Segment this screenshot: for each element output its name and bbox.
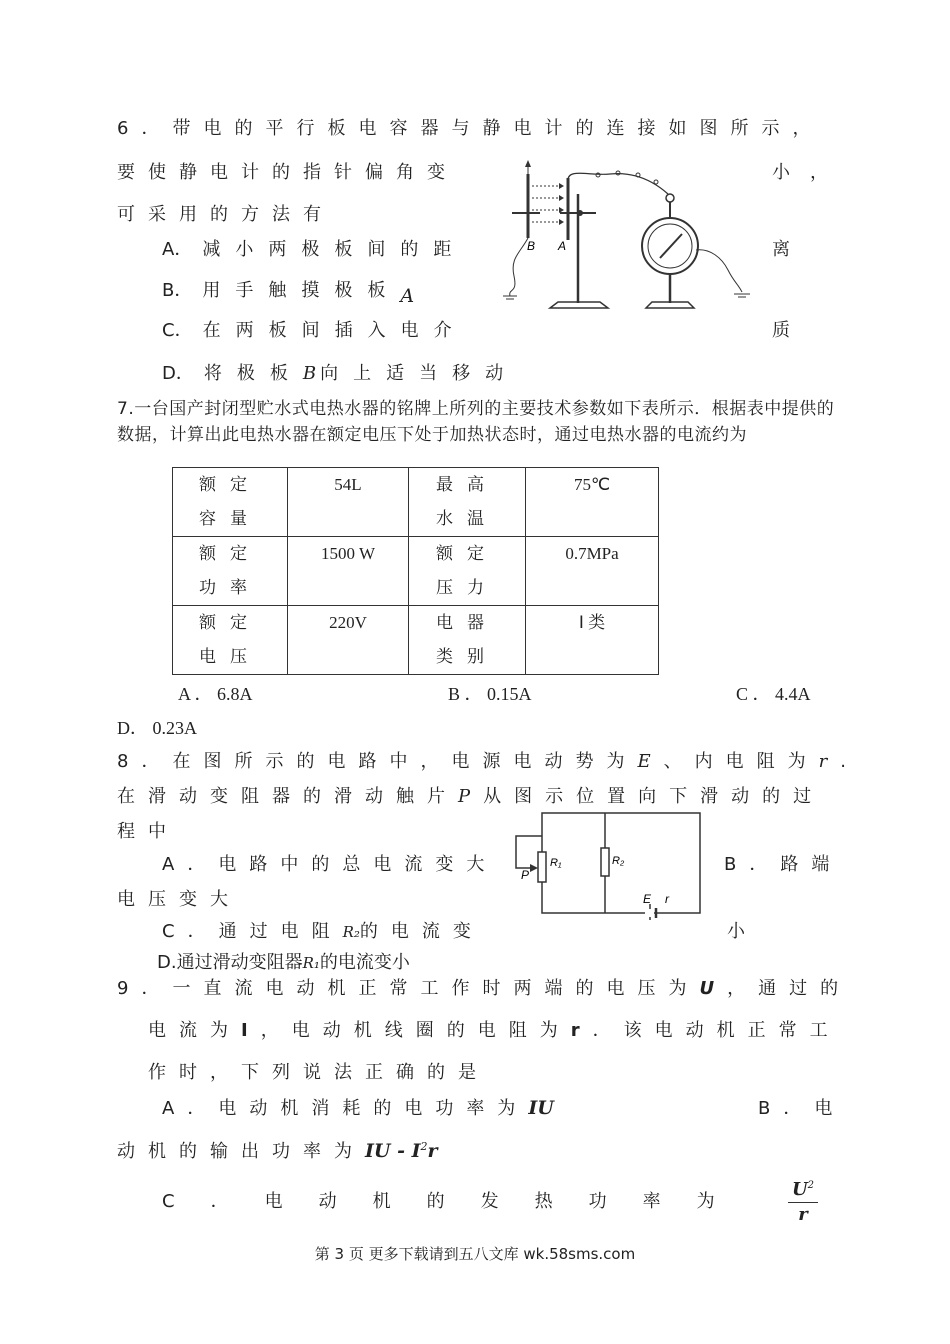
q6-option-a-end: 离 (772, 239, 790, 260)
table-row: 额定 电压 220V 电器 类别 Ⅰ 类 (173, 606, 659, 675)
q6-option-d: D． 将极板B 向上适当移动 (162, 363, 519, 384)
r2-resistor (601, 848, 609, 876)
q8-option-a: A．电路中的总电流变大 (162, 854, 498, 875)
q8-option-b-cont: 电压变大 (117, 889, 241, 910)
spec-table (172, 467, 659, 675)
q8-option-b: B．路端 (724, 854, 843, 875)
q6-option-c-end: 质 (772, 320, 790, 341)
q7-option-c: C ． 4.4A (736, 684, 811, 704)
label-r1: R₁ (550, 857, 562, 869)
q9-option-c: C．电动机的发热功率为 (162, 1191, 751, 1212)
q9-line3: 作时，下列说法正确的是 (148, 1062, 489, 1083)
q7-option-d: D． 0.23A (117, 718, 197, 738)
q8-option-c: C．通过电阻R₂的电流变 (162, 921, 484, 942)
q9-option-b-cont: 动机的输出功率为IU - $I^2r$ (117, 1140, 438, 1162)
page-footer: 第 3 页 更多下载请到五八文库 wk.58sms.com (314, 1245, 636, 1263)
q9-option-c-fraction: $U^2$ r (786, 1176, 820, 1225)
q9-line2: 电流为I，电动机线圈的电阻为r．该电动机正常工 (148, 1020, 841, 1041)
table-row: 额定 功率 1500 W 额定 压力 0.7MPa (173, 537, 659, 606)
label-a: A (558, 239, 567, 253)
q8-line3: 程中 (117, 821, 179, 842)
q6-option-b: B． 用手触摸极板A (162, 280, 415, 307)
label-b: B (527, 239, 536, 253)
q9-line1: 9．一直流电动机正常工作时两端的电压为U，通过的 (117, 978, 852, 999)
capacitor-electrometer-figure (500, 158, 760, 318)
q9-option-a: A．电动机消耗的电功率为IU (162, 1097, 554, 1119)
q8-option-c-end: 小 (727, 921, 745, 942)
circuit-figure (510, 808, 710, 920)
q6-option-c: C． 在两板间插入电介 (162, 320, 467, 341)
q6-option-a: A． 减小两极板间的距 (162, 239, 467, 260)
q6-line3: 可采用的方法有 (117, 204, 334, 225)
label-p: P (521, 868, 530, 882)
q6-line2-end: 小， (772, 162, 848, 183)
q7-stem: 7.一台国产封闭型贮水式电热水器的铭牌上所列的主要技术参数如下表所示．根据表中提供的数据，计算出此电热水器在额定电压下处于加热状态时，通过电热水器的电流约为 (117, 399, 835, 445)
label-r: r (665, 892, 669, 906)
label-r2: R₂ (612, 855, 625, 867)
q6-line1: 6．带电的平行板电容器与静电计的连接如图所示， (117, 118, 824, 139)
r1-resistor (538, 852, 546, 882)
table-row: 额定 容量 54L 最高 水温 75℃ (173, 468, 659, 537)
q8-line2: 在滑动变阻器的滑动触片P从图示位置向下滑动的过 (117, 786, 825, 807)
label-e: E (643, 892, 652, 906)
q7-option-a: A ． 6.8A (178, 684, 253, 704)
q9-option-b: B．电 (758, 1098, 846, 1119)
q8-line1: 8．在图所示的电路中，电源电动势为E、内电阻为r. (117, 751, 859, 772)
q6-line2: 要使静电计的指针偏角变 (117, 162, 458, 183)
q7-option-b: B ． 0.15A (448, 684, 532, 704)
q8-option-d: D.通过滑动变阻器R₁的电流变小 (157, 952, 410, 973)
